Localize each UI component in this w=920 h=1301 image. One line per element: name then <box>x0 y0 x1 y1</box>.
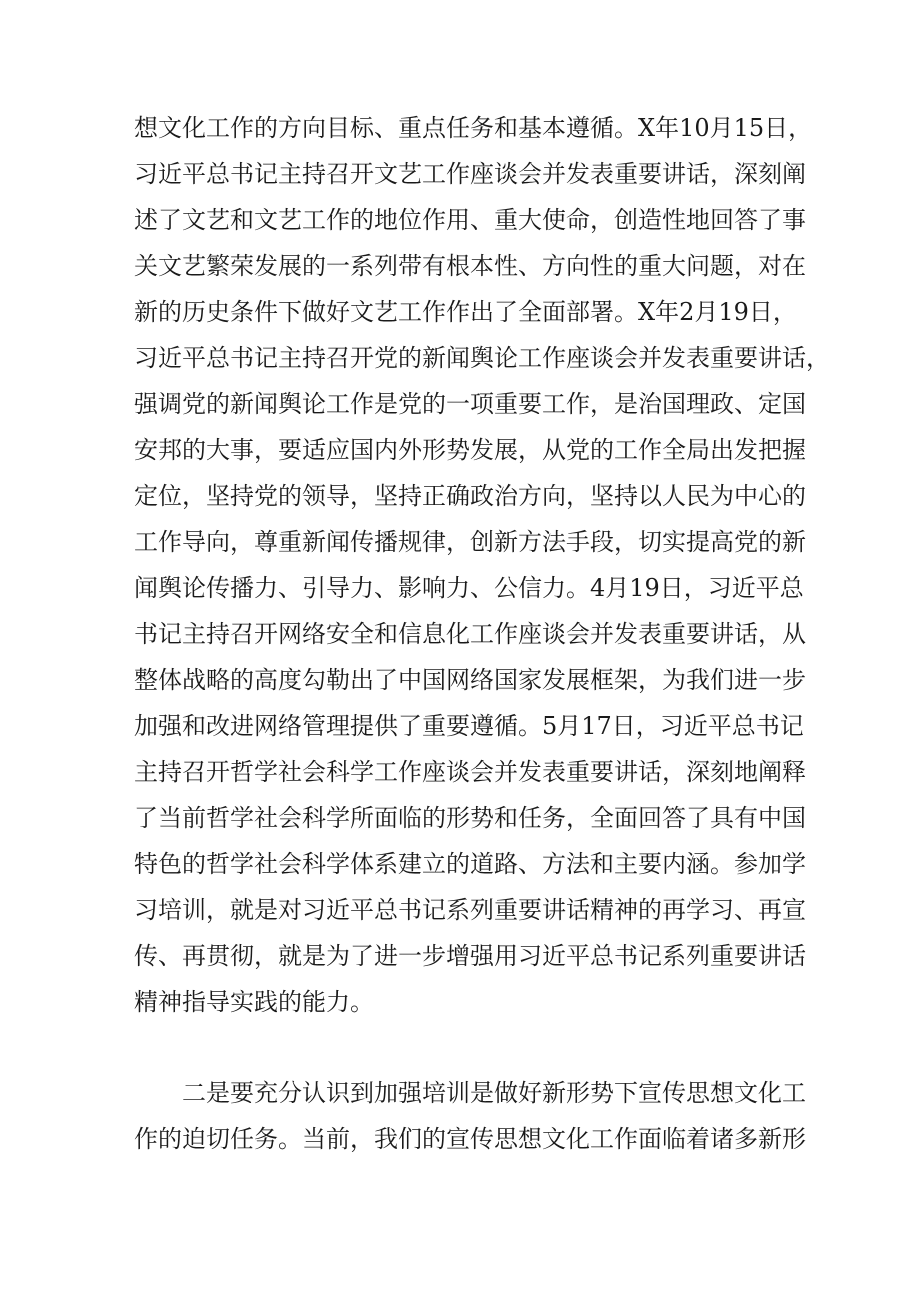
text-line: 精神指导实践的能力。 <box>134 988 374 1016</box>
text-line: 特色的哲学社会科学体系建立的道路、方法和主要内涵。参加学 <box>134 850 806 878</box>
text-line: 安邦的大事，要适应国内外形势发展，从党的工作全局出发把握 <box>134 436 806 464</box>
text-line: 想文化工作的方向目标、重点任务和基本遵循。X年10月15日， <box>134 114 813 142</box>
text-line: 强调党的新闻舆论工作是党的一项重要工作，是治国理政、定国 <box>134 390 806 418</box>
text-line: 工作导向，尊重新闻传播规律，创新方法手段，切实提高党的新 <box>134 528 806 556</box>
text-line: 闻舆论传播力、引导力、影响力、公信力。4月19日，习近平总 <box>134 574 804 602</box>
text-line: 习培训，就是对习近平总书记系列重要讲话精神的再学习、再宣 <box>134 896 806 924</box>
text-line: 二是要充分认识到加强培训是做好新形势下宣传思想文化工 <box>182 1079 806 1107</box>
text-line: 作的迫切任务。当前，我们的宣传思想文化工作面临着诸多新形 <box>134 1125 806 1153</box>
text-line: 传、再贯彻，就是为了进一步增强用习近平总书记系列重要讲话 <box>134 942 806 970</box>
text-line: 整体战略的高度勾勒出了中国网络国家发展框架，为我们进一步 <box>134 666 806 694</box>
text-line: 主持召开哲学社会科学工作座谈会并发表重要讲话，深刻地阐释 <box>134 758 806 786</box>
text-line: 了当前哲学社会科学所面临的形势和任务，全面回答了具有中国 <box>134 804 806 832</box>
text-line: 关文艺繁荣发展的一系列带有根本性、方向性的重大问题，对在 <box>134 252 806 280</box>
text-line: 定位，坚持党的领导，坚持正确政治方向，坚持以人民为中心的 <box>134 482 806 510</box>
text-line: 习近平总书记主持召开党的新闻舆论工作座谈会并发表重要讲话， <box>134 344 830 372</box>
text-line: 加强和改进网络管理提供了重要遵循。5月17日，习近平总书记 <box>134 712 804 740</box>
text-line: 书记主持召开网络安全和信息化工作座谈会并发表重要讲话，从 <box>134 620 806 648</box>
text-line: 新的历史条件下做好文艺工作作出了全面部署。X年2月19日， <box>134 298 797 326</box>
text-line: 述了文艺和文艺工作的地位作用、重大使命，创造性地回答了事 <box>134 206 806 234</box>
text-line: 习近平总书记主持召开文艺工作座谈会并发表重要讲话，深刻阐 <box>134 160 806 188</box>
